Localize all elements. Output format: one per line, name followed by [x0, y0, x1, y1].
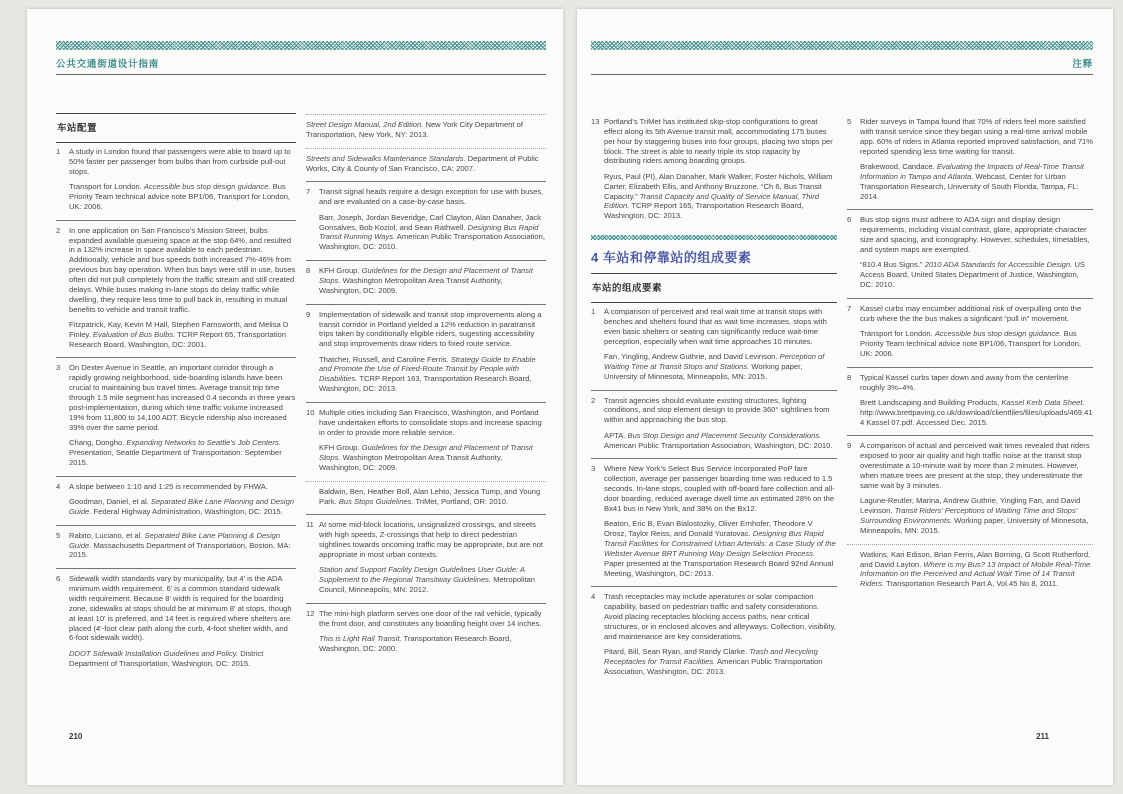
note-paragraph: Portland’s TriMet has instituted skip-stop configurations to great effect along its 5th Avenue transit mall, accommodating 175 buses per hour by staggering buses into four groups, placing two stops per block. The street is able to nearly triple its stop capacity by distributing riders among boarding groups.: [604, 117, 833, 166]
solid-divider: [591, 390, 837, 391]
note-paragraph: Brett Landscaping and Building Products, Kassel Kerb Data Sheet. http://www.brettpaving.co.uk/download/clientfiles/files/uploads/469.414 Kassel 07.pdf. Accessed Dec. 2015.: [860, 397, 1093, 427]
note-text: [860, 215, 1093, 290]
note-paragraph: A comparison of actual and perceived wait times revealed that riders exposed to poor air quality and high traffic noise at the transit stop overestimate a 10-minute wait by more than 2 minutes. However, when mature trees are present at the stop, they underestimate the same wait by 3 minutes.: [860, 441, 1090, 490]
solid-divider: [847, 435, 1093, 436]
reference-note: [591, 460, 837, 585]
solid-divider: [56, 525, 296, 526]
note-paragraph: Implementation of sidewalk and transit stop improvements along a transit corridor in Portland yielded a 12% reduction in paratransit trips taken by conditionally eligible riders, sugesting accessibility and stop improvements draw riders to fixed route service.: [319, 309, 542, 349]
note-paragraph: A comparison of perceived and real wait time at transit stops with benches and shelters found that as wait time increases, stops with even basic shelters or seating can significantly reduce wait-time perception, especially when wait time approaches 10 minutes.: [604, 307, 827, 346]
page-left: [27, 9, 563, 785]
note-paragraph: Multiple cities including San Francisco, Washington, and Portland have undertaken efforts to consolidate stops and increase spacing in order to provide more reliable service.: [319, 408, 542, 437]
note-paragraph: APTA. Bus Stop Design and Placement Security Considerations. American Public Transportation Association, Washington, DC: 2010.: [604, 430, 833, 450]
note-paragraph: Barr, Joseph, Jordan Beveridge, Carl Clayton, Alan Danaher, Jack Gonsalves, Bob Koziol, and Sean Rathwell. Designing Bus Rapid Transit Running Ways. American Public Transportation Association, Washington, DC: 2010.: [319, 212, 545, 252]
reference-note: [306, 150, 546, 181]
page-header-title: 注释: [1072, 59, 1093, 70]
note-paragraph: In one application on San Francisco’s Mission Street, bulbs expanded available queueing space at the stop 64%, and resulted in a 132% increase in space available to each pedestrian. Additionally, vehicle and bus speeds both increased 7%-46% from previous bus bay operation. When bus bays were still in use, buses often did not pull completely from the traffic stream and still created delays. While buses making in-lane stops do delay traffic while dwelling, they require less time to pull back in, resulting in mutual benefits to vehicle and transit traffic.: [69, 225, 296, 314]
reference-note: [56, 143, 296, 219]
reference-note: [56, 570, 296, 675]
note-paragraph: Chang, Dongho. Expanding Networks to Seattle’s Job Centers. Presentation, Seattle Department of Transportation: September 2015.: [69, 437, 282, 467]
note-paragraph: Sidewalk width standards vary by municipality, but 4' is the ADA minimum width requirement. 6' is a common standard sidewalk width requirement. Because 8' width is required for the boarding zone, sidewalks at stops should be at minimum 8' at stops, though at least 10' is preferred, and 14 feet is required where shelters are placed (4'-foot clear path along the curb, 4-foot shelter width, and 6-foot sidewalk width).: [69, 574, 292, 643]
page-right: [577, 9, 1113, 785]
note-number: 11: [306, 520, 314, 530]
note-paragraph: Streets and Sidewalks Maintenance Standards. Department of Public Works, City & County of San Francisco, CA: 2007.: [306, 153, 539, 173]
header-rule: [56, 74, 546, 75]
note-paragraph: Ryus, Paul (PI), Alan Danaher, Mark Walker, Foster Nichols, William Carter, Elizabeth Ellis, and Anthony Bruzzone. “Ch 6, Bus Transit Capacity.” Transit Capacity and Quality of Service Manual, Third Edition. TCRP Report 165, Transportation Research Board, Washington, DC: 2013.: [604, 171, 833, 221]
note-paragraph: Rider surveys in Tampa found that 70% of riders feel more satisfied with transit service since they began using a real-time arrival mobile app. 60% of riders in Atlanta reported improved satisfaction, and 71% reported spending less time waiting for transit.: [860, 117, 1094, 156]
note-paragraph: A study in London found that passengers were able to board up to 50% faster per passenger from bulbs than from curbside pull-out stops.: [69, 147, 291, 176]
notes-column: [306, 113, 546, 675]
solid-divider: [306, 514, 546, 515]
subsection-heading: 车站的组成要素: [591, 274, 837, 303]
note-paragraph: Brakewood, Candace. Evaluating the Impacts of Real-Time Transit Information in Tampa and Atlanta. Webcast, Center for Urban Transportation Research, University of South Florida, Tampa, FL: 2014.: [860, 161, 1084, 201]
note-text: [69, 482, 296, 517]
note-number: 7: [306, 187, 311, 197]
reference-note: [591, 303, 837, 389]
notes-column: [56, 113, 296, 675]
solid-divider: [56, 476, 296, 477]
notes-column: [591, 113, 837, 684]
note-paragraph: Pitard, Bill, Sean Ryan, and Randy Clarke. Trash and Recycling Receptacles for Transit Facilities. American Public Transportation Association, Washington, DC: 2013.: [604, 647, 823, 676]
note-text: [860, 117, 1093, 201]
solid-divider: [847, 367, 1093, 368]
reference-note: [847, 211, 1093, 297]
note-text: [319, 520, 546, 595]
dotted-divider: [306, 481, 546, 482]
note-number: [847, 550, 860, 589]
note-number: 10: [306, 408, 315, 418]
note-paragraph: Street Design Manual, 2nd Edition. New York City Department of Transportation, New York, NY: 2013.: [306, 120, 523, 139]
solid-divider: [56, 357, 296, 358]
reference-note: [56, 478, 296, 524]
reference-note: [306, 605, 546, 661]
solid-divider: [591, 458, 837, 459]
note-number: 3: [56, 363, 61, 373]
note-paragraph: Transit signal heads require a design exception for use with buses, and are evaluated on a case-by-case basis.: [319, 187, 544, 207]
header-hatch-band: [56, 41, 546, 50]
note-text: [69, 226, 296, 350]
note-text: [319, 487, 546, 507]
note-paragraph: Baldwin, Ben, Heather Boll, Alan Lehto, Jessica Tump, and Young Park. Bus Stops Guidelines. TriMet, Portland, OR: 2010.: [319, 486, 541, 506]
reference-note: [306, 483, 546, 514]
solid-divider: [306, 260, 546, 261]
note-paragraph: On Dexter Avenue in Seattle, an important corridor through a rapidly growing neighborhood, side-boarding islands have been crucial to maintaining bus travel times. Average transit trip time through 1.5 mile segment has increased 0.4 seconds in three years post-implementation, during which time traffic volume increased 19% from 11,800 to 14,100 ADT. Bicycle ridership also increased 39% over the same period.: [69, 363, 296, 432]
note-number: 9: [306, 309, 311, 319]
reference-note: [591, 588, 837, 683]
page-left-inner: [27, 9, 563, 785]
reference-note: [591, 392, 837, 458]
note-text: [860, 304, 1093, 359]
note-number: 13: [591, 117, 600, 126]
solid-divider: [56, 568, 296, 569]
note-paragraph: “810.4 Bus Signs.” 2010 ADA Standards for Accessible Design. US Access Board, United States Department of Justice, Washington, DC: 2010.: [860, 260, 1085, 290]
note-text: [319, 408, 546, 473]
note-number: 12: [306, 608, 315, 618]
note-paragraph: Trash receptacles may include aperatures or solar compaction capability, based on pedestrian traffic and safety considerations. Avoid placing receptacles blocking access paths, near critical structures, or in enclosed alcoves and alleyways. Collection, visibility, and maintenance are key considerations.: [604, 592, 836, 641]
chapter-title: 4 车站和停靠站的组成要素: [591, 250, 752, 266]
note-number: 1: [591, 307, 596, 317]
note-number: 5: [56, 530, 61, 540]
note-text: [604, 307, 837, 382]
page-number: 210: [69, 732, 83, 741]
reference-note: [306, 183, 546, 259]
dotted-divider: [306, 148, 546, 149]
header-hatch-band: [591, 41, 1093, 50]
note-paragraph: A slope between 1:10 and 1:25 is recommended by FHWA.: [69, 481, 268, 491]
note-number: 4: [56, 481, 61, 491]
note-number: 6: [56, 574, 61, 584]
solid-divider: [306, 603, 546, 604]
solid-divider: [306, 402, 546, 403]
note-paragraph: KFH Group. Guidelines for the Design and Placement of Transit Stops. Washington Metropolitan Area Transit Authority, Washington, DC: 2009.: [319, 266, 533, 295]
note-paragraph: Lagune-Reutler, Marina, Andrew Guthrie, Yingling Fan, and David Levinson. Transit Riders’ Perceptions of Waiting Time and Stops’ Surrounding Environments. Working paper, University of Minnesota, Minneapolis, MN: 2015.: [860, 496, 1089, 535]
note-text: [69, 147, 296, 212]
note-paragraph: Station and Support Facility Design Guidelines User Guide: A Supplement to the Regional Transitway Guidelines. Metropolitan Council, Minneapolis, MN: 2012.: [319, 565, 535, 595]
columns-container: [56, 113, 546, 675]
note-number: 4: [591, 592, 596, 602]
dotted-divider: [306, 114, 546, 115]
note-text: [604, 464, 837, 578]
note-text: [69, 363, 296, 467]
note-paragraph: Where New York’s Select Bus Service incorporated PoP fare collection, average per passenger boarding time was reduced to 1.5 seconds. In-lane stops, coupled with off-board fare collection and all-door boarding, reduced average dwell time an estimated 28% on the Bx41 bus in New York, and 38% on the Bx12.: [604, 464, 835, 513]
note-number: 2: [56, 225, 61, 235]
solid-divider: [591, 586, 837, 587]
note-paragraph: The mini-high platform serves one door of the rail vehicle, typically the front door, and constitutes any boarding height over 14 inches.: [319, 608, 542, 628]
section-heading: 车站配置: [56, 113, 296, 143]
reference-note: [56, 359, 296, 474]
note-paragraph: Bus stop signs must adhere to ADA sign and display design requirements, including visual contrast, glare, appropriate character size and spacing, and iconography. However, schedules, timetables, and system maps are exempted.: [860, 215, 1090, 254]
note-paragraph: Transport for London. Accessible bus stop design guidance. Bus Priority Team technical advice note BP1/06, Transport for London, UK: 2006.: [860, 329, 1082, 358]
note-number: 7: [847, 303, 852, 313]
reference-note: [306, 516, 546, 602]
chapter-heading-block: [591, 235, 837, 274]
solid-divider: [306, 304, 546, 305]
note-paragraph: Thatcher, Russell, and Caroline Ferris. Strategy Guide to Enable and Promote the Use of Fixed-Route Transit by People with Disabilities. TCRP Report 163, Transportation Research Board, Washington, DC: 2013.: [319, 354, 536, 394]
reference-note: [847, 546, 1093, 596]
note-text: [69, 574, 296, 668]
note-text: [604, 396, 837, 451]
note-paragraph: This is Light Rail Transit. Transportation Research Board, Washington, DC: 2000.: [319, 634, 512, 654]
note-text: [319, 266, 546, 296]
reference-note: [306, 116, 546, 147]
page-number: 211: [1036, 732, 1049, 741]
note-text: [319, 609, 546, 654]
page-header-title: 公共交通街道设计指南: [56, 59, 160, 70]
reference-note: [591, 113, 837, 228]
reference-note: [847, 369, 1093, 435]
note-paragraph: Rabito, Luciano, et al. Separated Bike Lane Planning & Design Guide. Massachusetts Department of Transportation, Boston, MA: 2015.: [69, 530, 291, 560]
note-text: [306, 120, 546, 140]
note-number: 9: [847, 441, 852, 451]
note-paragraph: KFH Group. Guidelines for the Design and Placement of Transit Stops. Washington Metropolitan Area Transit Authority, Washington, DC: 2009.: [319, 443, 533, 472]
note-text: [604, 117, 837, 221]
header-rule: [591, 74, 1093, 75]
note-paragraph: Fan, Yingling, Andrew Guthrie, and David Levinson. Perception of Waiting Time at Transit Stops and Stations. Working paper, University of Minnesota, Minneapolis, MN: 2015.: [604, 352, 825, 381]
page-right-inner: [577, 9, 1113, 785]
note-text: [319, 310, 546, 394]
note-text: [604, 592, 837, 676]
note-paragraph: At some mid-block locations, unsignalized crossings, and streets with high speeds, Z-crossings that help to direct pedestrian sightlines towards oncoming traffic may be appropriate, but are not appropriate in most urban contexts.: [319, 520, 543, 559]
reference-note: [306, 262, 546, 303]
note-number: 2: [591, 395, 596, 405]
note-text: [306, 154, 546, 174]
reference-note: [306, 404, 546, 480]
reference-note: [56, 222, 296, 357]
reference-note: [56, 527, 296, 568]
dotted-divider: [847, 544, 1093, 545]
solid-divider: [847, 298, 1093, 299]
note-paragraph: Fitzpatrick, Kay, Kevin M Hall, Stephen Farnsworth, and Melisa D Finley. Evaluation of Bus Bulbs. TCRP Report 65, Transportation Research Board, Washington, DC: 2001.: [69, 319, 289, 349]
reference-note: [306, 306, 546, 401]
note-paragraph: Beaton, Eric B, Evan Bialostozky, Oliver Ernhofer, Theodore V Orosz, Taylor Reiss, and Donald Yuratovac. Designing Bus Rapid Transit Facilities for Constrained Urban Arterials: a Case Study of the Webster Avenue BRT Running Way Design Selection Process. Paper presented at the Transportation Research Board 92nd Annual Meeting, Washington, DC: 2013.: [604, 519, 836, 578]
solid-divider: [847, 209, 1093, 210]
note-text: [69, 531, 296, 561]
solid-divider: [56, 220, 296, 221]
columns-container: [591, 113, 1093, 684]
note-number: 6: [847, 215, 852, 225]
note-text: [860, 441, 1093, 535]
note-paragraph: Kassel curbs may encumber additional risk of overpulling onto the curb where the the bus makes a signficant “pull in” movement.: [860, 303, 1082, 323]
note-paragraph: Watkins, Kari Edison, Brian Ferris, Alan Borning, G Scott Rutherford, and David Layton. Where is my Bus? 13 Impact of Mobile Real-Time Information on the Perceived and Actual Wait Time of 14 Transit Riders. Transportation Research Part A, Vol.45 No 8, 2011.: [860, 549, 1091, 589]
note-number: 3: [591, 464, 596, 474]
chapter-hatch-band: [591, 235, 837, 240]
solid-divider: [306, 181, 546, 182]
reference-note: [847, 437, 1093, 542]
note-paragraph: DDOT Sidewalk Installation Guidelines and Policy. District Department of Transportation, Washington, DC: 2015.: [69, 648, 264, 668]
note-paragraph: Transport for London. Accessible bus stop design guidance. Bus Priority Team technical advice note BP1/06, Transport for London, UK: 2006.: [69, 182, 291, 211]
reference-note: [847, 300, 1093, 366]
note-number: 1: [56, 147, 61, 156]
note-text: [860, 550, 1093, 589]
note-number: [306, 487, 319, 507]
note-number: 8: [306, 266, 311, 276]
note-paragraph: Goodman, Daniel, et al. Separated Bike Lane Planning and Design Guide. Federal Highway Administration, Washington, DC: 2015.: [69, 496, 295, 516]
note-number: 8: [847, 372, 852, 382]
notes-column: [847, 113, 1093, 684]
note-number: 5: [847, 117, 852, 126]
note-paragraph: Transit agencies should evaluate existing structures, lighting conditions, and stop element design to provide 360° sightlines from within and approaching the bus stop.: [604, 395, 830, 425]
note-text: [860, 373, 1093, 428]
reference-note: [847, 113, 1093, 208]
note-paragraph: Typical Kassel curbs taper down and away from the centerline roughly 3%–4%.: [860, 372, 1069, 392]
note-text: [319, 187, 546, 252]
